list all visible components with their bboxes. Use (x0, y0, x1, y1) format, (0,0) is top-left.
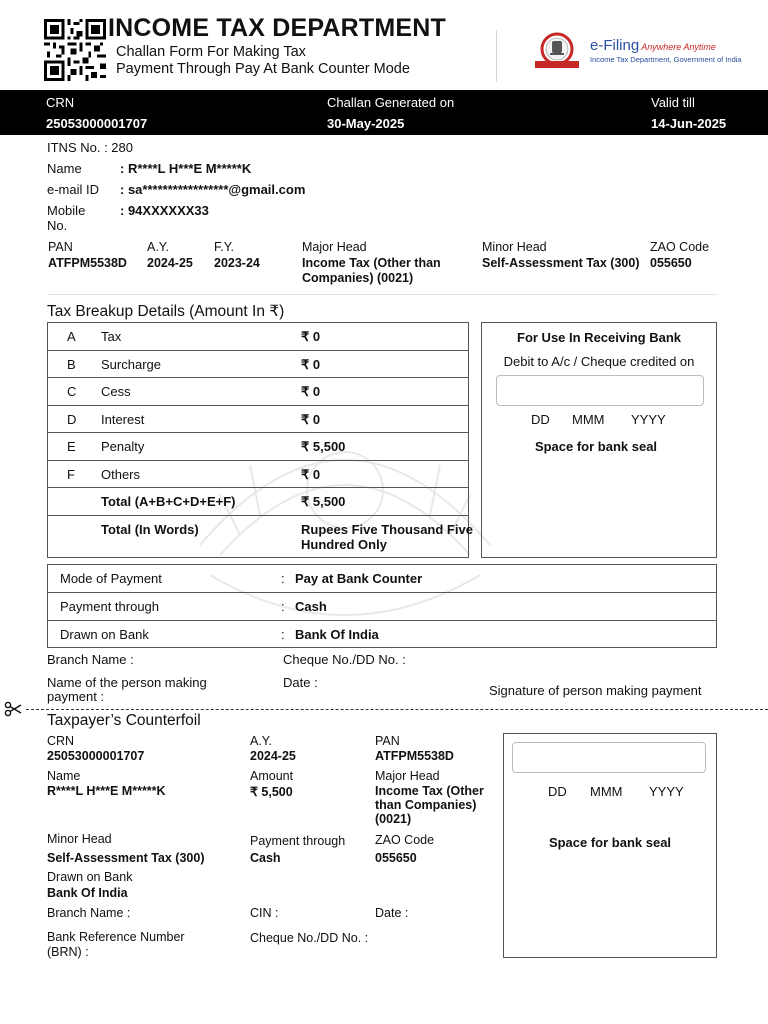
cf-date-input-box[interactable] (512, 742, 706, 773)
row-amount: ₹ 0 (301, 467, 321, 482)
efiling-tagline: Anywhere Anytime (641, 42, 716, 52)
cf-name-label: Name (47, 769, 81, 783)
words-value-1: Rupees Five Thousand Five (301, 522, 473, 537)
major-head-value-2: Companies) (0021) (302, 271, 414, 285)
cf-major-value-1: Income Tax (Other (375, 784, 484, 798)
cf-cheque-field: Cheque No./DD No. : (250, 931, 369, 945)
row-label: Surcharge (101, 357, 161, 372)
major-head-value-1: Income Tax (Other than (302, 256, 441, 270)
cf-mmm-label: MMM (590, 784, 623, 799)
name-value: : R****L H***E M*****K (120, 161, 252, 176)
cf-crn-value: 25053000001707 (47, 749, 145, 763)
cf-drawn-label: Drawn on Bank (47, 870, 133, 884)
mode-value: Pay at Bank Counter (295, 571, 423, 586)
mobile-value: : 94XXXXXX33 (120, 203, 209, 218)
tax-breakup-table (47, 322, 473, 558)
row-code: C (67, 384, 77, 399)
row-label: Tax (101, 329, 122, 344)
date-field: Date : (283, 675, 318, 690)
minor-head-label: Minor Head (482, 240, 547, 254)
table-row (48, 406, 468, 433)
cf-brn-field-1: Bank Reference Number (47, 930, 185, 944)
row-code: B (67, 357, 76, 372)
cf-branch-field: Branch Name : (47, 906, 131, 920)
zao-code-label: ZAO Code (650, 240, 710, 254)
cf-dd-label: DD (548, 784, 567, 799)
pan-label: PAN (48, 240, 73, 254)
subtitle-line-2: Payment Through Pay At Bank Counter Mode (116, 61, 410, 77)
crn-value: 25053000001707 (46, 116, 148, 131)
cf-ay-label: A.Y. (250, 734, 273, 748)
crn-label: CRN (46, 95, 75, 110)
row-amount: ₹ 0 (301, 412, 321, 427)
scissors-icon (4, 700, 22, 718)
colon: : (281, 599, 285, 614)
payment-details-table (47, 564, 717, 648)
cf-zao-label: ZAO Code (375, 833, 435, 847)
yyyy-label: YYYY (631, 412, 666, 427)
cf-zao-value: 055650 (375, 851, 417, 865)
cheque-no-field: Cheque No./DD No. : (283, 652, 406, 667)
row-label: Others (101, 467, 141, 482)
table-row (48, 351, 468, 378)
cf-ay-value: 2024-25 (250, 749, 296, 763)
fy-label: F.Y. (214, 240, 234, 254)
row-code: D (67, 412, 77, 427)
table-row (48, 323, 468, 351)
table-row (48, 621, 716, 649)
row-code: A (67, 329, 76, 344)
total-label: Total (A+B+C+D+E+F) (101, 494, 236, 509)
cf-major-value-2: than Companies) (375, 798, 477, 812)
row-code: E (67, 439, 76, 454)
mmm-label: MMM (572, 412, 605, 427)
cf-minor-value: Self-Assessment Tax (300) (47, 851, 205, 865)
branch-name-field: Branch Name : (47, 652, 134, 667)
drawn-label: Drawn on Bank (60, 627, 149, 642)
generated-value: 30-May-2025 (327, 116, 405, 131)
receiving-bank-box (481, 322, 717, 558)
itns-number: ITNS No. : 280 (47, 140, 133, 155)
valid-value: 14-Jun-2025 (651, 116, 727, 131)
counterfoil-title: Taxpayer’s Counterfoil (47, 712, 201, 729)
cf-crn-label: CRN (47, 734, 75, 748)
row-label: Interest (101, 412, 145, 427)
header-divider (496, 30, 497, 82)
row-amount: ₹ 0 (301, 329, 321, 344)
row-amount: ₹ 0 (301, 384, 321, 399)
ay-value: 2024-25 (147, 256, 193, 270)
major-head-label: Major Head (302, 240, 367, 254)
cf-pan-label: PAN (375, 734, 400, 748)
counterfoil-bank-box (503, 733, 717, 958)
colon: : (281, 627, 285, 642)
cut-line (26, 709, 768, 710)
efiling-brand: e-Filing (590, 37, 640, 54)
qr-code (43, 19, 107, 81)
date-input-box[interactable] (496, 375, 704, 406)
department-title: INCOME TAX DEPARTMENT (108, 14, 446, 42)
table-row (48, 433, 468, 461)
cf-through-value: Cash (250, 851, 281, 865)
cf-major-label: Major Head (375, 769, 440, 783)
total-value: ₹ 5,500 (301, 494, 346, 509)
row-code: F (67, 467, 75, 482)
through-label: Payment through (60, 599, 160, 614)
email-label: e-mail ID (47, 182, 100, 197)
cf-date-field: Date : (375, 906, 409, 920)
fy-value: 2023-24 (214, 256, 260, 270)
cf-yyyy-label: YYYY (649, 784, 684, 799)
cf-drawn-value: Bank Of India (47, 886, 128, 900)
subtitle-line-1: Challan Form For Making Tax (116, 44, 306, 60)
challan-info-band (0, 90, 768, 135)
debit-text: Debit to A/c / Cheque credited on (503, 354, 695, 369)
mobile-label-2: No. (47, 218, 68, 233)
words-row (48, 516, 473, 557)
table-row (48, 565, 716, 593)
dd-label: DD (531, 412, 550, 427)
cf-amount-value: ₹ 5,500 (250, 785, 293, 799)
ay-label: A.Y. (147, 240, 170, 254)
colon: : (281, 571, 285, 586)
signature-label: Signature of person making payment (489, 683, 702, 698)
valid-label: Valid till (651, 95, 695, 110)
table-row (48, 461, 468, 488)
efiling-org: Income Tax Department, Government of India (590, 55, 742, 64)
cf-brn-field-2: (BRN) : (47, 945, 89, 959)
cf-bank-seal-label: Space for bank seal (548, 835, 672, 850)
bank-seal-label: Space for bank seal (534, 439, 658, 454)
breakup-title: Tax Breakup Details (Amount In ₹) (47, 303, 285, 320)
table-row (48, 593, 716, 621)
zao-code-value: 055650 (650, 256, 692, 270)
person-name-field-2: payment : (47, 689, 105, 704)
name-label: Name (47, 161, 82, 176)
words-label: Total (In Words) (101, 522, 199, 537)
person-name-field-1: Name of the person making (47, 675, 207, 690)
cf-pan-value: ATFPM5538D (375, 749, 454, 763)
bank-box-title: For Use In Receiving Bank (517, 330, 681, 345)
section-divider (47, 294, 717, 295)
cf-minor-label: Minor Head (47, 832, 112, 846)
through-value: Cash (295, 599, 327, 614)
cf-name-value: R****L H***E M*****K (47, 784, 166, 798)
cf-cin-field: CIN : (250, 906, 279, 920)
row-amount: ₹ 0 (301, 357, 321, 372)
national-emblem-logo (532, 31, 582, 71)
pan-value: ATFPM5538D (48, 256, 127, 270)
mode-label: Mode of Payment (60, 571, 162, 586)
challan-subtitle (116, 44, 410, 78)
cf-major-value-3: (0021) (375, 812, 412, 826)
row-label: Cess (101, 384, 131, 399)
mobile-label-1: Mobile (47, 203, 86, 218)
email-value: : sa*****************@gmail.com (120, 182, 306, 197)
cf-through-label: Payment through (250, 834, 346, 848)
efiling-logo (590, 37, 742, 64)
words-value-2: Hundred Only (301, 537, 387, 552)
drawn-value: Bank Of India (295, 627, 379, 642)
row-label: Penalty (101, 439, 145, 454)
minor-head-value: Self-Assessment Tax (300) (482, 256, 640, 270)
row-amount: ₹ 5,500 (301, 439, 346, 454)
cf-amount-label: Amount (250, 769, 294, 783)
total-row (48, 488, 468, 516)
table-row (48, 378, 468, 406)
generated-label: Challan Generated on (327, 95, 455, 110)
